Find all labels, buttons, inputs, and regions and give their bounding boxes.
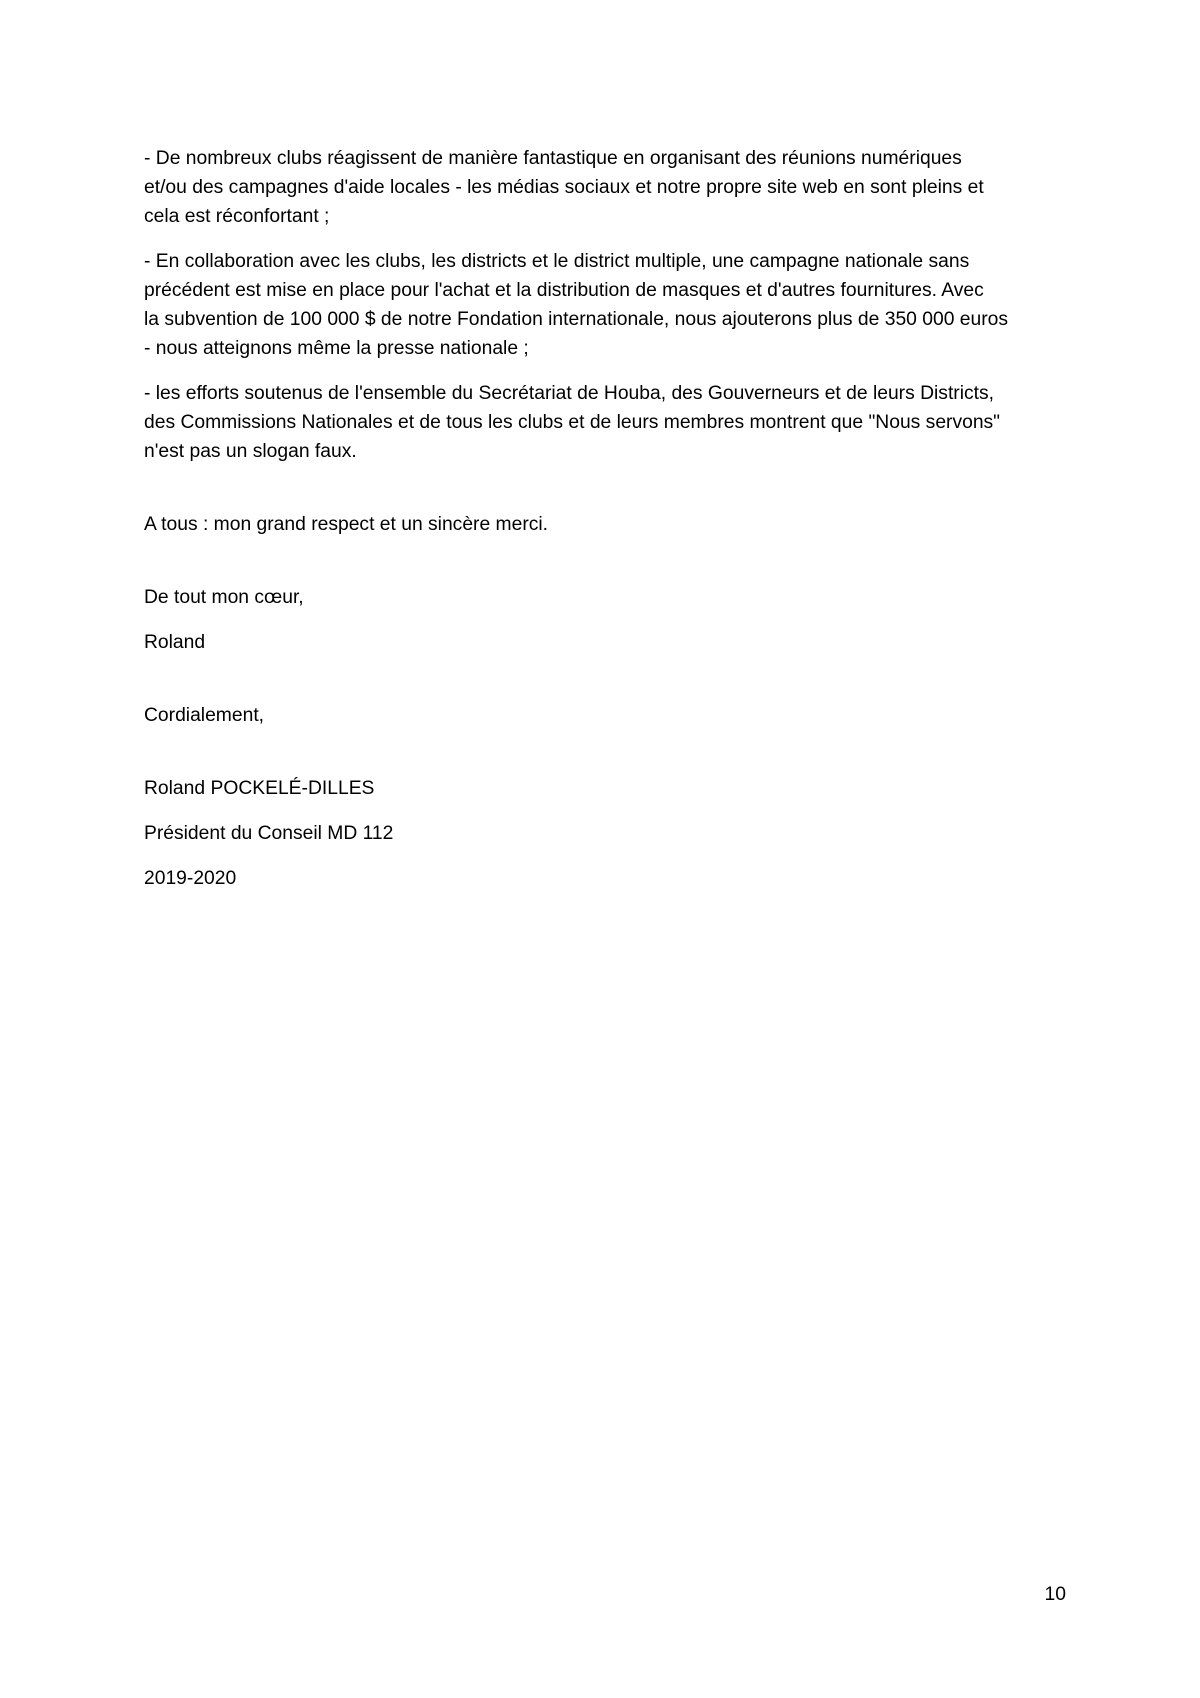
thanks-paragraph: A tous : mon grand respect et un sincère merci. [144,514,549,535]
text-line: des Commissions Nationales et de tous les clubs et de leurs membres montrent que "Nous servons" [144,412,1001,433]
text-line: - De nombreux clubs réagissent de manière fantastique en organisant des réunions numériques [144,148,962,169]
signatory-title: Président du Conseil MD 112 [144,823,394,844]
bullet-paragraph-campaign [144,247,1070,363]
signatory-term: 2019-2020 [144,868,237,889]
text-line: - nous atteignons même la presse nationale ; [144,338,529,359]
text-line: et/ou des campagnes d'aide locales - les médias sociaux et notre propre site web en sont pleins et [144,177,984,198]
letter-body [144,144,1070,909]
text-line: - les efforts soutenus de l'ensemble du Secrétariat de Houba, des Gouverneurs et de leurs Districts, [144,383,994,404]
bullet-paragraph-efforts [144,379,1070,466]
signatory-full-name: Roland POCKELÉ-DILLES [144,778,375,799]
cordial-line: Cordialement, [144,705,265,726]
text-line: précédent est mise en place pour l'achat et la distribution de masques et d'autres fournitures. Avec [144,280,984,301]
text-line: n'est pas un slogan faux. [144,441,357,462]
text-line: cela est réconfortant ; [144,206,330,227]
bullet-paragraph-clubs [144,144,1070,231]
signature-first-name: Roland [144,632,206,653]
closing-line: De tout mon cœur, [144,587,304,608]
text-line: - En collaboration avec les clubs, les districts et le district multiple, une campagne nationale sans [144,251,970,272]
page-number: 10 [1044,1584,1066,1605]
text-line: la subvention de 100 000 $ de notre Fondation internationale, nous ajouterons plus de 350 000 euros [144,309,1009,330]
